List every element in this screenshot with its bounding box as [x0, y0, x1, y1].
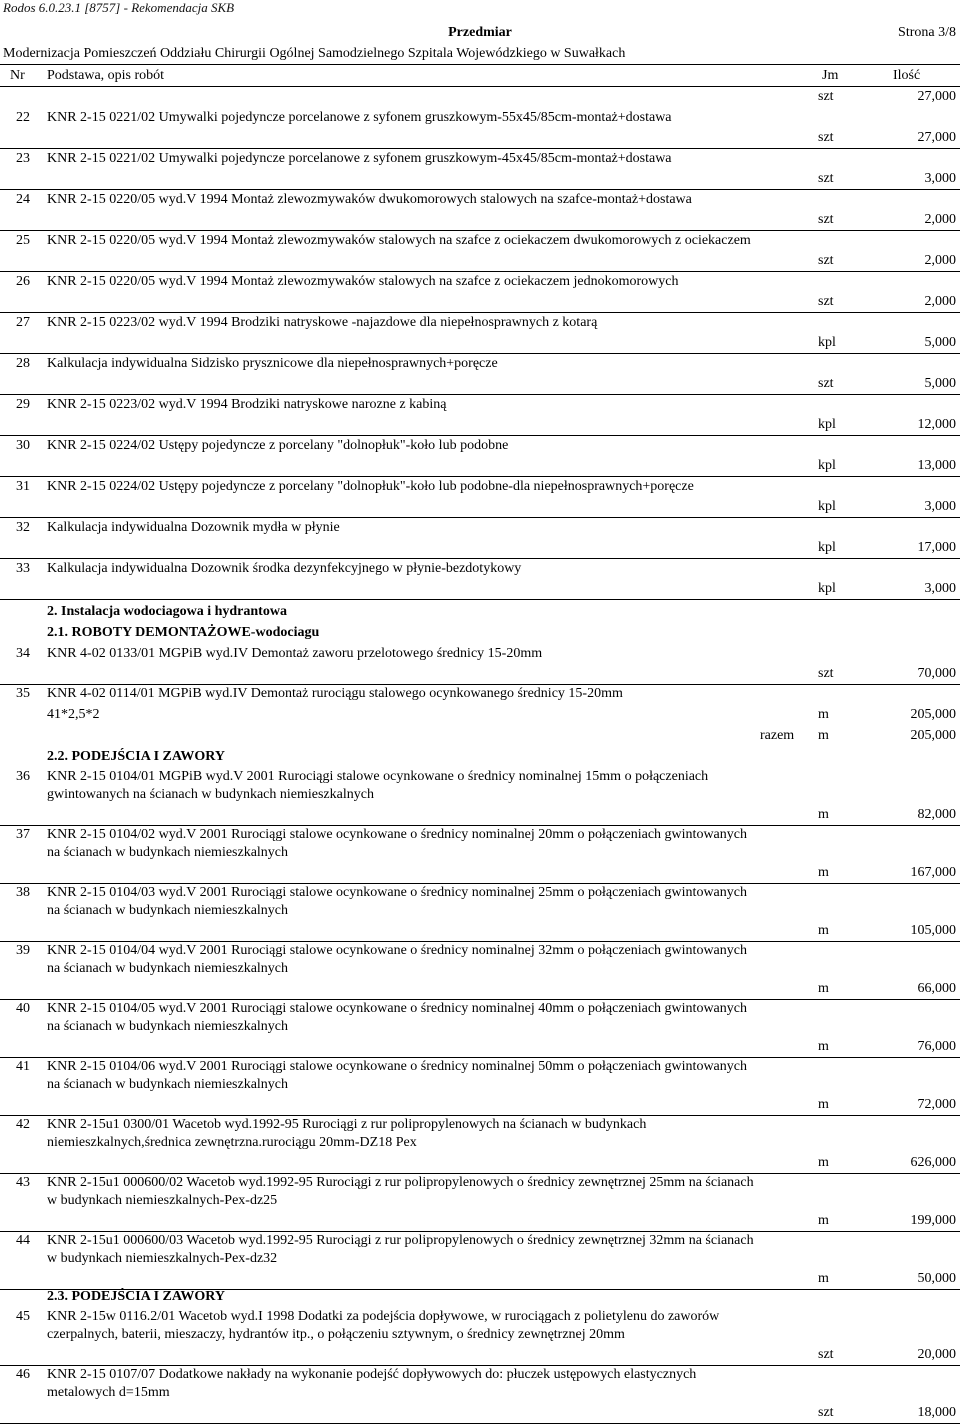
quantity-cell [818, 171, 956, 189]
quantity-value: 205,000 [910, 728, 956, 743]
row-description-continued: na ścianach w budynkach niemieszkalnych [47, 845, 289, 860]
row-description-continued: gwintowanych na ścianach w budynkach niemieszkalnych [47, 787, 374, 802]
row-number: 40 [16, 1001, 30, 1016]
row-number: 28 [16, 356, 30, 371]
unit: szt [818, 1347, 834, 1362]
row-number: 46 [16, 1367, 30, 1382]
quantity-value: 105,000 [910, 923, 956, 938]
table-row [0, 1059, 960, 1097]
row-divider [0, 435, 960, 436]
row-description: KNR 2-15 0220/05 wyd.V 1994 Montaż zlewozmywaków stalowych na szafce z ociekaczem jednokomorowych [47, 274, 679, 289]
quantity-value: 27,000 [917, 130, 956, 145]
row-description-continued: na ścianach w budynkach niemieszkalnych [47, 903, 289, 918]
quantity-value: 2,000 [924, 212, 956, 227]
row-description: KNR 2-15 0224/02 Ustępy pojedyncze z porcelany "dolnopłuk"-koło lub podobne [47, 438, 509, 453]
row-description-continued: na ścianach w budynkach niemieszkalnych [47, 1019, 289, 1034]
table-row [0, 1001, 960, 1039]
row-description: KNR 2-15u1 0300/01 Wacetob wyd.1992-95 Rurociągi z rur polipropylenowych na ścianach w budynkach [47, 1117, 647, 1132]
quantity-cell [818, 981, 956, 999]
quantity-value: 72,000 [917, 1097, 956, 1112]
row-description: KNR 4-02 0114/01 MGPiB wyd.IV Demontaż rurociągu stalowego ocynkowanego średnicy 15-20mm [47, 686, 623, 701]
table-row [0, 561, 960, 581]
row-description: KNR 2-15 0224/02 Ustępy pojedyncze z porcelany "dolnopłuk"-koło lub podobne-dla niepełnosprawnych+poręcze [47, 479, 694, 494]
quantity-value: 50,000 [917, 1271, 956, 1286]
row-number: 29 [16, 397, 30, 412]
column-header-ilosc: Ilość [893, 68, 921, 83]
table-row [0, 1175, 960, 1213]
quantity-value: 626,000 [910, 1155, 956, 1170]
table-row [0, 1309, 960, 1347]
unit: kpl [818, 335, 836, 350]
table-row [0, 192, 960, 212]
table-row [0, 1117, 960, 1155]
quantity-value: 70,000 [917, 666, 956, 681]
row-description: KNR 2-15 0223/02 wyd.V 1994 Brodziki natryskowe narozne z kabiną [47, 397, 447, 412]
quantity-cell [818, 1405, 956, 1423]
quantity-cell [818, 1347, 956, 1365]
row-number: 31 [16, 479, 30, 494]
quantity-cell [818, 707, 956, 725]
table-row [0, 769, 960, 807]
row-divider [0, 941, 960, 942]
quantity-value: 205,000 [910, 707, 956, 722]
quantity-value: 3,000 [924, 581, 956, 596]
header-divider-top [0, 64, 960, 65]
quantity-value: 20,000 [917, 1347, 956, 1362]
table-row [0, 274, 960, 294]
row-divider [0, 1365, 960, 1366]
quantity-cell [818, 1155, 956, 1173]
table-row [0, 686, 960, 706]
column-header-jm: Jm [822, 68, 839, 83]
row-number: 26 [16, 274, 30, 289]
table-row [0, 315, 960, 335]
page-number: Strona 3/8 [898, 25, 956, 40]
row-description: Kalkulacja indywidualna Dozownik środka dezynfekcyjnego w płynie-bezdotykowy [47, 561, 522, 576]
row-number: 42 [16, 1117, 30, 1132]
row-description: Kalkulacja indywidualna Dozownik mydła w płynie [47, 520, 340, 535]
unit: szt [818, 376, 834, 391]
row-divider [0, 1115, 960, 1116]
quantity-value: 2,000 [924, 253, 956, 268]
row-number: 33 [16, 561, 30, 576]
unit: m [818, 1271, 829, 1286]
row-divider [0, 599, 960, 600]
row-divider [0, 1173, 960, 1174]
row-divider [0, 558, 960, 559]
quantity-value: 2,000 [924, 294, 956, 309]
row-divider [0, 148, 960, 149]
unit: szt [818, 89, 834, 104]
quantity-value: 167,000 [910, 865, 956, 880]
row-number: 23 [16, 151, 30, 166]
unit: szt [818, 253, 834, 268]
row-number: 45 [16, 1309, 30, 1324]
quantity-value: 76,000 [917, 1039, 956, 1054]
quantity-cell [818, 499, 956, 517]
app-title: Rodos 6.0.23.1 [8757] - Rekomendacja SKB [3, 0, 235, 15]
quantity-cell [818, 1097, 956, 1115]
row-divider [0, 1231, 960, 1232]
row-description: KNR 4-02 0133/01 MGPiB wyd.IV Demontaż zaworu przelotowego średnicy 15-20mm [47, 646, 543, 661]
quantity-cell [818, 89, 956, 107]
row-description: KNR 2-15 0104/03 wyd.V 2001 Rurociągi stalowe ocynkowane o średnicy nominalnej 25mm o połączeniach gwintowanych [47, 885, 747, 900]
row-number: 27 [16, 315, 30, 330]
row-divider [0, 825, 960, 826]
row-number: 30 [16, 438, 30, 453]
unit: m [818, 1097, 829, 1112]
total-label: razem [760, 728, 795, 743]
row-number: 32 [16, 520, 30, 535]
quantity-value: 82,000 [917, 807, 956, 822]
row-number: 43 [16, 1175, 30, 1190]
row-description-continued: na ścianach w budynkach niemieszkalnych [47, 961, 289, 976]
unit: kpl [818, 499, 836, 514]
row-divider [0, 517, 960, 518]
row-description: KNR 2-15 0220/05 wyd.V 1994 Montaż zlewozmywaków dwukomorowych stalowych na szafce-montaż+dostawa [47, 192, 692, 207]
quantity-value: 199,000 [910, 1213, 956, 1228]
row-divider [0, 189, 960, 190]
row-description-continued: w budynkach niemieszkalnych-Pex-dz32 [47, 1251, 278, 1266]
unit: m [818, 1213, 829, 1228]
quantity-value: 17,000 [917, 540, 956, 555]
row-divider [0, 1057, 960, 1058]
row-description: KNR 2-15 0104/04 wyd.V 2001 Rurociągi stalowe ocynkowane o średnicy nominalnej 32mm o połączeniach gwintowanych [47, 943, 747, 958]
table-row [0, 885, 960, 923]
unit: kpl [818, 417, 836, 432]
unit: szt [818, 171, 834, 186]
table-row [0, 1367, 960, 1405]
quantity-value: 3,000 [924, 499, 956, 514]
table-row [0, 438, 960, 458]
row-divider [0, 230, 960, 231]
table-row [0, 356, 960, 376]
quantity-cell [818, 294, 956, 312]
row-description: KNR 2-15 0107/07 Dodatkowe nakłady na wykonanie podejść dopływowych do: płuczek ustępowych elastycznych [47, 1367, 697, 1382]
quantity-cell [818, 376, 956, 394]
quantity-value: 12,000 [917, 417, 956, 432]
unit: szt [818, 1405, 834, 1420]
row-number: 22 [16, 110, 30, 125]
unit: kpl [818, 581, 836, 596]
section-heading: 2.3. PODEJŚCIA I ZAWORY [47, 1289, 226, 1304]
table-row [0, 110, 960, 130]
section-heading: 2.1. ROBOTY DEMONTAŻOWE-wodociagu [47, 625, 320, 640]
row-number: 25 [16, 233, 30, 248]
row-divider [0, 684, 960, 685]
row-description-continued: w budynkach niemieszkalnych-Pex-dz25 [47, 1193, 278, 1208]
row-divider [0, 394, 960, 395]
row-description-continued: czerpalnych, baterii, mieszaczy, hydrantów itp., o połączeniu sztywnym, o średnicy zewnętrznej 20mm [47, 1327, 625, 1342]
quantity-cell [818, 335, 956, 353]
row-description: KNR 2-15u1 000600/02 Wacetob wyd.1992-95 Rurociągi z rur polipropylenowych o średnicy zewnętrznej 25mm na ścianach [47, 1175, 754, 1190]
header-divider-bottom [0, 86, 960, 87]
row-divider [0, 353, 960, 354]
table-row [0, 1233, 960, 1271]
row-number: 37 [16, 827, 30, 842]
row-number: 36 [16, 769, 30, 784]
row-description: KNR 2-15 0220/05 wyd.V 1994 Montaż zlewozmywaków stalowych na szafce z ociekaczem dwukomorowych z ociekaczem [47, 233, 751, 248]
row-description-continued: niemieszkalnych,średnica zewnętrzna.rurociągu 20mm-DZ18 Pex [47, 1135, 417, 1150]
quantity-cell [818, 253, 956, 271]
unit: szt [818, 666, 834, 681]
quantity-value: 5,000 [924, 376, 956, 391]
row-description: KNR 2-15 0104/02 wyd.V 2001 Rurociągi stalowe ocynkowane o średnicy nominalnej 20mm o połączeniach gwintowanych [47, 827, 747, 842]
unit: m [818, 728, 829, 743]
table-row [0, 943, 960, 981]
quantity-cell [818, 923, 956, 941]
quantity-cell [818, 728, 956, 746]
measure-formula: 41*2,5*2 [47, 707, 100, 722]
row-description: KNR 2-15 0221/02 Umywalki pojedyncze porcelanowe z syfonem gruszkowym-55x45/85cm-montaż+dostawa [47, 110, 672, 125]
unit: m [818, 1039, 829, 1054]
table-row [0, 397, 960, 417]
unit: kpl [818, 458, 836, 473]
unit: szt [818, 294, 834, 309]
quantity-value: 3,000 [924, 171, 956, 186]
row-number: 38 [16, 885, 30, 900]
quantity-value: 66,000 [917, 981, 956, 996]
row-description: Kalkulacja indywidualna Sidzisko prysznicowe dla niepełnosprawnych+poręcze [47, 356, 498, 371]
quantity-cell [818, 212, 956, 230]
project-subtitle: Modernizacja Pomieszczeń Oddziału Chirurgii Ogólnej Samodzielnego Szpitala Wojewódzkiego w Suwałkach [3, 46, 626, 61]
quantity-cell [818, 540, 956, 558]
table-row [0, 479, 960, 499]
row-number: 39 [16, 943, 30, 958]
row-description: KNR 2-15 0104/05 wyd.V 2001 Rurociągi stalowe ocynkowane o średnicy nominalnej 40mm o połączeniach gwintowanych [47, 1001, 747, 1016]
row-divider [0, 883, 960, 884]
quantity-cell [818, 417, 956, 435]
row-number: 35 [16, 686, 30, 701]
quantity-cell [818, 581, 956, 599]
quantity-cell [818, 666, 956, 684]
section-heading: 2. Instalacja wodociagowa i hydrantowa [47, 604, 287, 619]
row-divider [0, 312, 960, 313]
row-divider [0, 271, 960, 272]
unit: m [818, 923, 829, 938]
column-header-nr: Nr [10, 68, 25, 83]
unit: m [818, 807, 829, 822]
row-description: KNR 2-15 0223/02 wyd.V 1994 Brodziki natryskowe -najazdowe dla niepełnosprawnych z kotarą [47, 315, 598, 330]
row-number: 41 [16, 1059, 30, 1074]
quantity-value: 5,000 [924, 335, 956, 350]
quantity-cell [818, 1271, 956, 1289]
unit: kpl [818, 540, 836, 555]
row-divider [0, 999, 960, 1000]
row-description: KNR 2-15u1 000600/03 Wacetob wyd.1992-95 Rurociągi z rur polipropylenowych o średnicy zewnętrznej 32mm na ścianach [47, 1233, 754, 1248]
unit: m [818, 981, 829, 996]
quantity-value: 18,000 [917, 1405, 956, 1420]
quantity-cell [818, 1213, 956, 1231]
row-description: KNR 2-15 0104/01 MGPiB wyd.V 2001 Rurociągi stalowe ocynkowane o średnicy nominalnej 15mm o połączeniach [47, 769, 709, 784]
unit: m [818, 1155, 829, 1170]
row-description: KNR 2-15w 0116.2/01 Wacetob wyd.I 1998 Dodatki za podejścia dopływowe, w rurociągach z polietylenu do zaworów [47, 1309, 720, 1324]
unit: m [818, 707, 829, 722]
table-row [0, 520, 960, 540]
row-number: 44 [16, 1233, 30, 1248]
table-row [0, 233, 960, 253]
unit: szt [818, 130, 834, 145]
unit: m [818, 865, 829, 880]
quantity-cell [818, 458, 956, 476]
column-header-desc: Podstawa, opis robót [47, 68, 165, 83]
table-row [0, 151, 960, 171]
row-divider [0, 1423, 960, 1424]
row-divider [0, 476, 960, 477]
row-number: 34 [16, 646, 30, 661]
table-row [0, 646, 960, 666]
section-heading: 2.2. PODEJŚCIA I ZAWORY [47, 749, 226, 764]
row-description: KNR 2-15 0221/02 Umywalki pojedyncze porcelanowe z syfonem gruszkowym-45x45/85cm-montaż+dostawa [47, 151, 672, 166]
quantity-cell [818, 1039, 956, 1057]
document-title: Przedmiar [448, 25, 512, 40]
quantity-value: 13,000 [917, 458, 956, 473]
row-description-continued: metalowych d=15mm [47, 1385, 170, 1400]
row-number: 24 [16, 192, 30, 207]
row-description: KNR 2-15 0104/06 wyd.V 2001 Rurociągi stalowe ocynkowane o średnicy nominalnej 50mm o połączeniach gwintowanych [47, 1059, 747, 1074]
row-description-continued: na ścianach w budynkach niemieszkalnych [47, 1077, 289, 1092]
unit: szt [818, 212, 834, 227]
table-row [0, 827, 960, 865]
quantity-cell [818, 807, 956, 825]
quantity-cell [818, 130, 956, 148]
quantity-value: 27,000 [917, 89, 956, 104]
quantity-cell [818, 865, 956, 883]
